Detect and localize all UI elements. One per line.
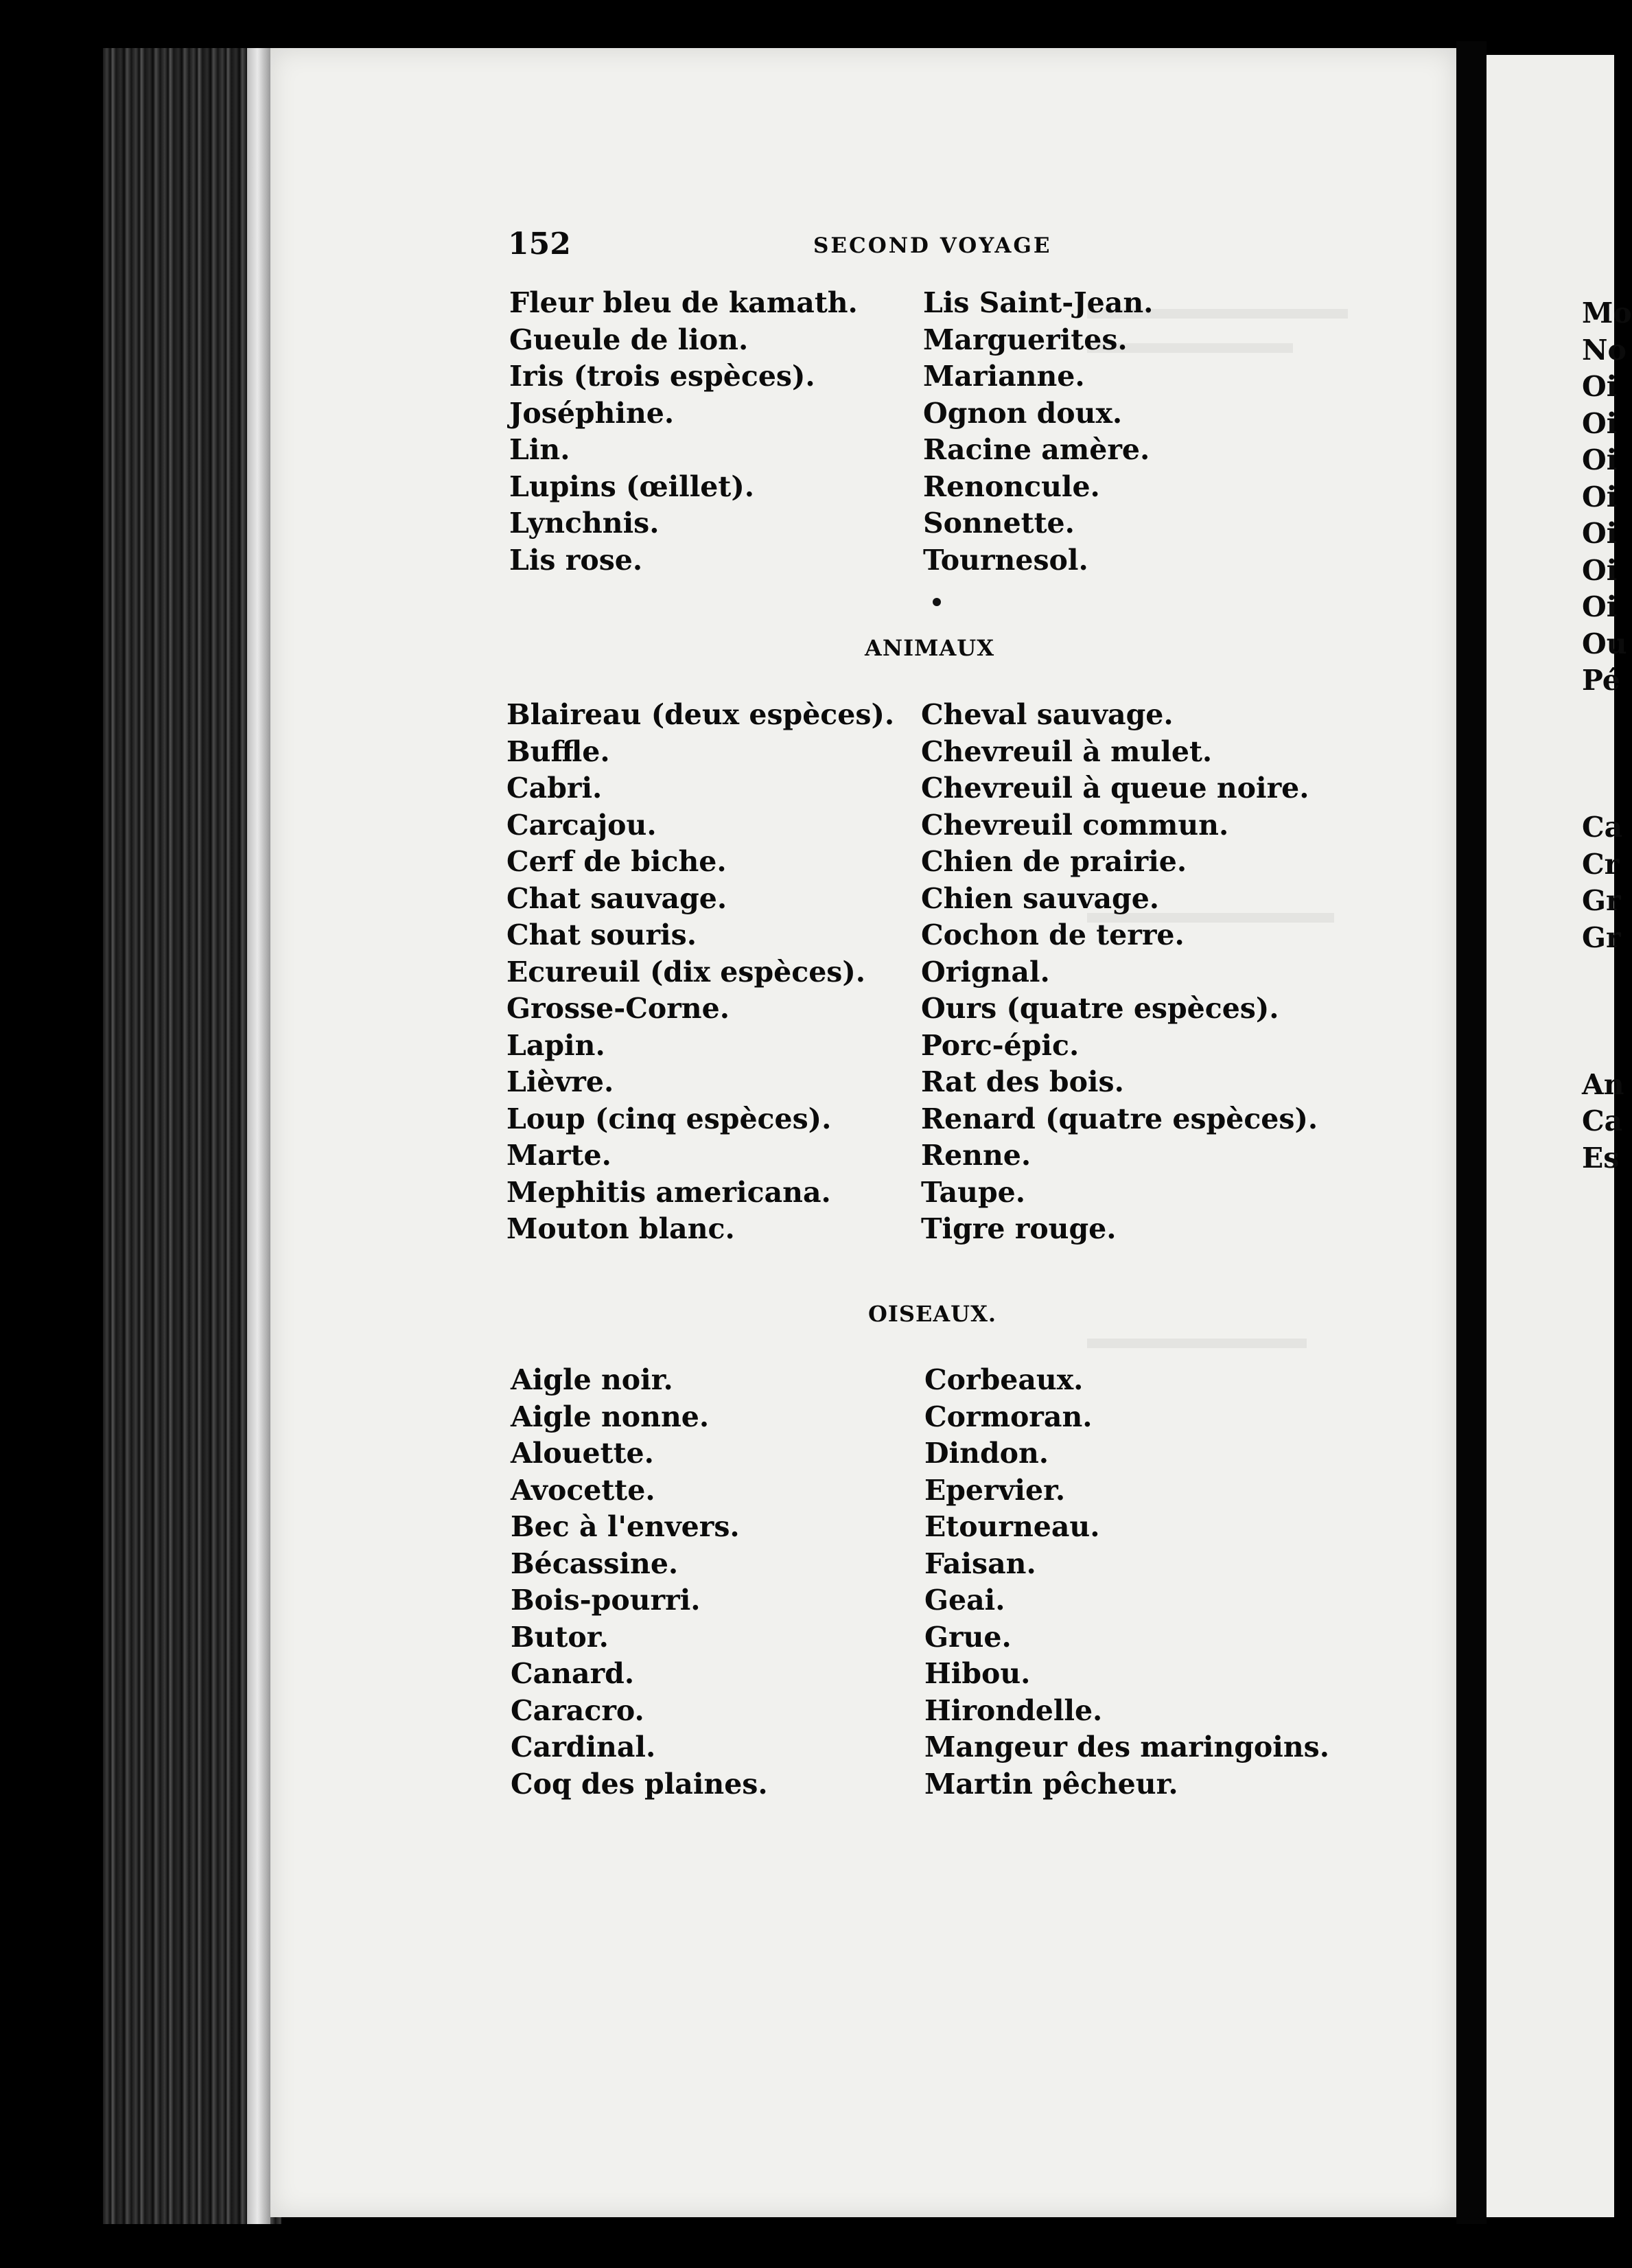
fragment: Ca bbox=[1582, 1104, 1623, 1137]
list-item: Cerf de biche. bbox=[506, 845, 727, 878]
flower-list-left bbox=[509, 285, 858, 579]
fragment: Mo bbox=[1582, 297, 1632, 329]
list-item: Cabri. bbox=[506, 772, 603, 805]
list-item: Gueule de lion. bbox=[509, 323, 749, 356]
list-item: Faisan. bbox=[924, 1547, 1036, 1580]
list-item: Grue. bbox=[924, 1620, 1012, 1654]
list-item: Etourneau. bbox=[924, 1510, 1100, 1543]
list-item: Renoncule. bbox=[923, 470, 1100, 503]
list-item: Lis rose. bbox=[509, 543, 643, 577]
fragment: Ou bbox=[1582, 627, 1627, 660]
list-item: Canard. bbox=[511, 1657, 635, 1690]
list-item: Rat des bois. bbox=[921, 1065, 1124, 1098]
list-item: Loup (cinq espèces). bbox=[506, 1102, 832, 1135]
list-item: Martin pêcheur. bbox=[924, 1767, 1178, 1801]
list-item: Sonnette. bbox=[923, 507, 1075, 540]
list-item: Orignal. bbox=[921, 955, 1050, 988]
list-item: Corbeaux. bbox=[924, 1363, 1084, 1396]
fragment: Oi bbox=[1582, 553, 1618, 587]
fragment: Gr bbox=[1582, 921, 1621, 954]
fragment bbox=[1582, 993, 1614, 1030]
list-item: Lièvre. bbox=[506, 1065, 614, 1098]
list-item: Dindon. bbox=[924, 1437, 1049, 1470]
fragment: Oi bbox=[1582, 406, 1618, 440]
list-item: Iris (trois espèces). bbox=[509, 360, 815, 393]
fragment: Pé bbox=[1582, 664, 1620, 697]
next-page-fragments bbox=[1582, 295, 1632, 1177]
list-item: Renard (quatre espèces). bbox=[921, 1102, 1318, 1135]
list-item: Tournesol. bbox=[923, 543, 1088, 577]
list-item: Hibou. bbox=[924, 1657, 1031, 1690]
list-item: Racine amère. bbox=[923, 433, 1150, 466]
list-item: Cochon de terre. bbox=[921, 918, 1185, 951]
list-item: Grosse-Corne. bbox=[506, 992, 730, 1025]
list-item: Renne. bbox=[921, 1139, 1031, 1172]
list-item: Cormoran. bbox=[924, 1400, 1093, 1433]
list-item: Mangeur des maringoins. bbox=[924, 1731, 1329, 1763]
list-item: Tigre rouge. bbox=[921, 1212, 1117, 1245]
print-speck bbox=[933, 598, 941, 606]
list-item: Aigle nonne. bbox=[511, 1400, 710, 1433]
list-item: Mephitis americana. bbox=[506, 1175, 831, 1209]
fragment bbox=[1582, 1030, 1614, 1067]
book-gutter bbox=[1456, 41, 1487, 2224]
fragment: Oi bbox=[1582, 443, 1618, 476]
list-item: Taupe. bbox=[921, 1175, 1025, 1209]
running-head: SECOND VOYAGE bbox=[813, 233, 1052, 258]
fragment: Oi bbox=[1582, 480, 1618, 513]
fragment bbox=[1582, 736, 1614, 773]
fragment: Cr bbox=[1582, 847, 1620, 881]
fragment: An bbox=[1582, 1067, 1624, 1101]
list-item: Bécassine. bbox=[511, 1547, 679, 1580]
fragment: Oi bbox=[1582, 590, 1618, 623]
bird-list-left bbox=[511, 1362, 768, 1803]
bleed-through bbox=[1087, 1339, 1307, 1348]
list-item: Chien de prairie. bbox=[921, 845, 1187, 878]
list-item: Ognon doux. bbox=[923, 396, 1123, 430]
list-item: Lis Saint-Jean. bbox=[923, 286, 1154, 319]
list-item: Ours (quatre espèces). bbox=[921, 992, 1279, 1025]
list-item: Lupins (œillet). bbox=[509, 470, 755, 503]
animal-list-left bbox=[506, 697, 894, 1248]
list-item: Chevreuil à mulet. bbox=[921, 734, 1213, 768]
list-item: Cardinal. bbox=[511, 1731, 656, 1763]
list-item: Aigle noir. bbox=[511, 1363, 673, 1396]
list-item: Chevreuil à queue noire. bbox=[921, 772, 1309, 805]
fragment: Ca bbox=[1582, 811, 1623, 844]
flower-list-right bbox=[923, 285, 1153, 579]
list-item: Porc-épic. bbox=[921, 1028, 1080, 1062]
list-item: Bec à l'envers. bbox=[511, 1510, 740, 1543]
list-item: Lapin. bbox=[506, 1028, 605, 1062]
list-item: Fleur bleu de kamath. bbox=[509, 286, 858, 319]
list-item: Blaireau (deux espèces). bbox=[506, 698, 895, 731]
list-item: Marguerites. bbox=[923, 323, 1128, 356]
list-item: Lin. bbox=[509, 433, 570, 466]
list-item: Ecureuil (dix espèces). bbox=[506, 955, 866, 988]
list-item: Lynchnis. bbox=[509, 507, 660, 540]
fragment: Es bbox=[1582, 1141, 1620, 1174]
list-item: Avocette. bbox=[511, 1473, 655, 1507]
page-number: 152 bbox=[508, 227, 571, 262]
list-item: Butor. bbox=[511, 1620, 609, 1654]
list-item: Marte. bbox=[506, 1139, 611, 1172]
list-item: Hirondelle. bbox=[924, 1693, 1103, 1727]
fragment bbox=[1582, 699, 1614, 737]
fragment: Gr bbox=[1582, 884, 1621, 917]
list-item: Chevreuil commun. bbox=[921, 808, 1229, 842]
list-item: Chat sauvage. bbox=[506, 881, 727, 915]
list-item: Buffle. bbox=[506, 734, 610, 768]
list-item: Alouette. bbox=[511, 1437, 654, 1470]
bird-list-right bbox=[924, 1362, 1329, 1803]
list-item: Mouton blanc. bbox=[506, 1212, 735, 1245]
fragment: Oi bbox=[1582, 517, 1618, 550]
list-item: Chien sauvage. bbox=[921, 881, 1160, 915]
section-heading-oiseaux: OISEAUX. bbox=[868, 1301, 997, 1327]
list-item: Coq des plaines. bbox=[511, 1767, 768, 1801]
list-item: Marianne. bbox=[923, 360, 1085, 393]
list-item: Bois-pourri. bbox=[511, 1584, 701, 1617]
fragment: No bbox=[1582, 333, 1627, 367]
list-item: Chat souris. bbox=[506, 918, 697, 951]
fragment bbox=[1582, 773, 1614, 810]
animal-list-right bbox=[921, 697, 1318, 1248]
fragment bbox=[1582, 956, 1614, 993]
list-item: Carcajou. bbox=[506, 808, 657, 842]
list-item: Cheval sauvage. bbox=[921, 698, 1174, 731]
list-item: Joséphine. bbox=[509, 396, 675, 430]
section-heading-animaux: ANIMAUX bbox=[865, 635, 995, 661]
list-item: Caracro. bbox=[511, 1693, 644, 1727]
fragment: Oi bbox=[1582, 370, 1618, 403]
list-item: Geai. bbox=[924, 1584, 1005, 1617]
list-item: Epervier. bbox=[924, 1473, 1066, 1507]
page-edges bbox=[247, 48, 270, 2224]
